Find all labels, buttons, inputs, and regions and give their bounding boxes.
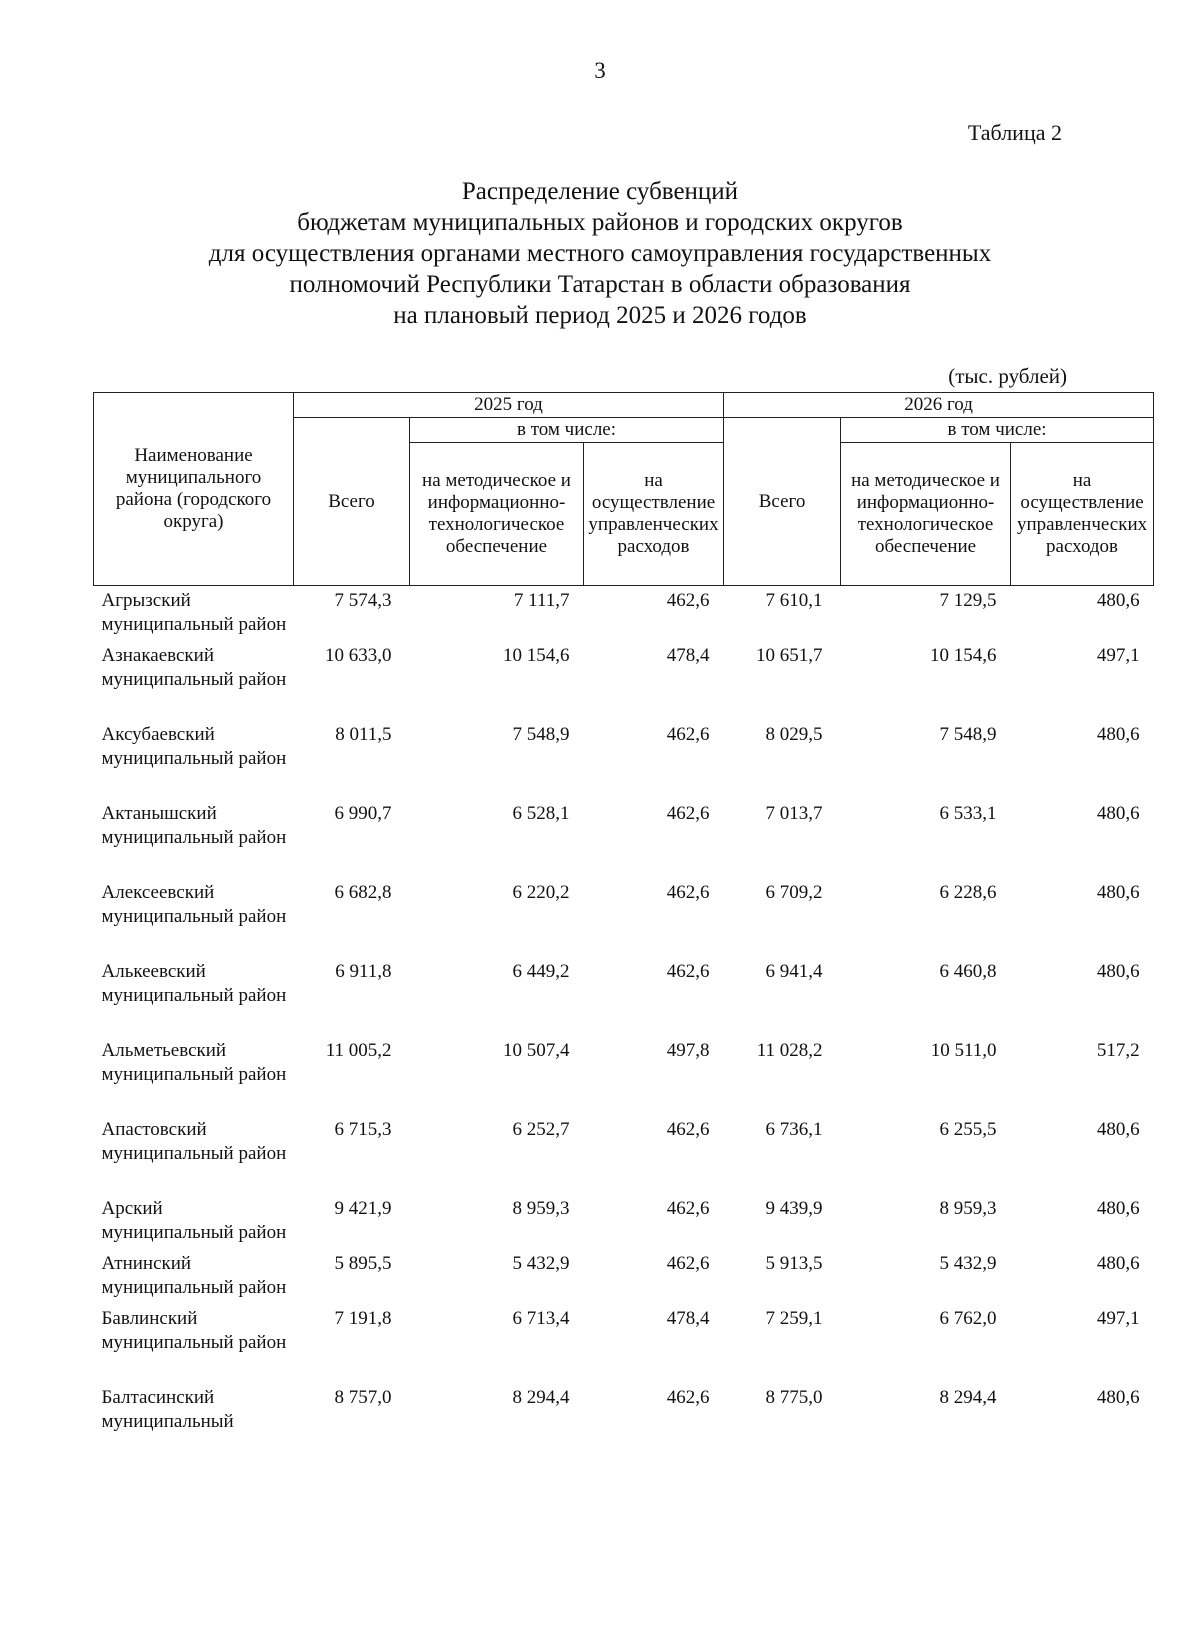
- table-row: [94, 799, 1154, 878]
- total-2026: 7 013,7: [765, 803, 823, 824]
- header-admin-2026: на осуществление управленческих расходов: [1011, 443, 1154, 586]
- title-line: Распределение субвенций: [461, 178, 739, 205]
- header-total-2025: Всего: [294, 418, 410, 586]
- table-body: [94, 586, 1154, 1439]
- district-name: Агрызский муниципальный район: [101, 590, 287, 635]
- district-name: Актанышский муниципальный район: [101, 803, 287, 848]
- district-name: Арский муниципальный район: [101, 1198, 287, 1243]
- total-2025: 5 895,5: [334, 1253, 392, 1274]
- admin-2025: 462,6: [666, 1387, 710, 1408]
- total-2025: 6 682,8: [334, 882, 392, 903]
- admin-2026: 480,6: [1096, 724, 1140, 745]
- total-2026: 8 775,0: [765, 1387, 823, 1408]
- methodical-2026: 6 762,0: [939, 1308, 997, 1329]
- methodical-2026: 10 154,6: [930, 645, 997, 666]
- admin-2025: 462,6: [666, 1253, 710, 1274]
- table-label: Таблица 2: [967, 120, 1062, 145]
- table-row: [94, 957, 1154, 1036]
- admin-2026: 480,6: [1096, 1119, 1140, 1140]
- methodical-2025: 7 548,9: [512, 724, 570, 745]
- document-title: [100, 176, 1100, 331]
- methodical-2026: 8 294,4: [939, 1387, 997, 1408]
- methodical-2025: 8 294,4: [512, 1387, 570, 1408]
- district-name: Атнинский муниципальный район: [101, 1253, 287, 1298]
- header-name-column: Наименование муниципального района (городского округа): [94, 393, 294, 586]
- methodical-2025: 10 507,4: [503, 1040, 570, 1061]
- district-name: Апастовский муниципальный район: [101, 1119, 287, 1164]
- header-year-2025: 2025 год: [294, 393, 724, 418]
- district-name: Бавлинский муниципальный район: [101, 1308, 287, 1353]
- header-total-2026: Всего: [724, 418, 841, 586]
- total-2025: 7 191,8: [334, 1308, 392, 1329]
- methodical-2025: 6 528,1: [512, 803, 570, 824]
- admin-2026: 480,6: [1096, 1253, 1140, 1274]
- admin-2025: 462,6: [666, 590, 710, 611]
- admin-2025: 478,4: [666, 1308, 710, 1329]
- admin-2026: 517,2: [1096, 1040, 1140, 1061]
- table-row: [94, 1304, 1154, 1383]
- methodical-2026: 8 959,3: [939, 1198, 997, 1219]
- total-2026: 6 941,4: [765, 961, 823, 982]
- methodical-2025: 8 959,3: [512, 1198, 570, 1219]
- table-row: [94, 878, 1154, 957]
- admin-2025: 462,6: [666, 1198, 710, 1219]
- total-2025: 11 005,2: [325, 1040, 392, 1061]
- page-number: 3: [594, 58, 606, 83]
- admin-2025: 478,4: [666, 645, 710, 666]
- admin-2026: 480,6: [1096, 590, 1140, 611]
- header-admin-2025: на осуществление управленческих расходов: [584, 443, 724, 586]
- methodical-2025: 6 252,7: [512, 1119, 570, 1140]
- methodical-2026: 10 511,0: [930, 1040, 997, 1061]
- table-row: [94, 720, 1154, 799]
- methodical-2026: 5 432,9: [939, 1253, 997, 1274]
- total-2026: 9 439,9: [765, 1198, 823, 1219]
- admin-2025: 462,6: [666, 1119, 710, 1140]
- admin-2026: 497,1: [1096, 645, 1140, 666]
- methodical-2026: 7 548,9: [939, 724, 997, 745]
- district-name: Алькеевский муниципальный район: [101, 961, 287, 1006]
- methodical-2025: 7 111,7: [513, 590, 570, 611]
- methodical-2026: 6 460,8: [939, 961, 997, 982]
- total-2026: 5 913,5: [765, 1253, 823, 1274]
- methodical-2026: 6 533,1: [939, 803, 997, 824]
- title-line: бюджетам муниципальных районов и городских округов: [297, 209, 903, 236]
- header-methodical-2026: на методическое и информационно-технологическое обеспечение: [841, 443, 1011, 586]
- admin-2025: 462,6: [666, 803, 710, 824]
- district-name: Альметьевский муниципальный район: [101, 1040, 287, 1085]
- table-row: [94, 586, 1154, 642]
- admin-2025: 497,8: [666, 1040, 710, 1061]
- admin-2026: 480,6: [1096, 803, 1140, 824]
- admin-2026: 480,6: [1096, 961, 1140, 982]
- title-line: полномочий Республики Татарстан в области образования: [289, 271, 911, 298]
- header-including-2025: в том числе:: [410, 418, 724, 443]
- table-row: [94, 1383, 1154, 1438]
- total-2025: 6 715,3: [334, 1119, 392, 1140]
- admin-2026: 497,1: [1096, 1308, 1140, 1329]
- admin-2026: 480,6: [1096, 1387, 1140, 1408]
- district-name: Аксубаевский муниципальный район: [101, 724, 287, 769]
- admin-2025: 462,6: [666, 882, 710, 903]
- total-2026: 6 736,1: [765, 1119, 823, 1140]
- total-2026: 11 028,2: [756, 1040, 823, 1061]
- total-2025: 6 911,8: [335, 961, 392, 982]
- table-row: [94, 1036, 1154, 1115]
- methodical-2025: 10 154,6: [503, 645, 570, 666]
- total-2026: 6 709,2: [765, 882, 823, 903]
- admin-2026: 480,6: [1096, 1198, 1140, 1219]
- units-label: (тыс. рублей): [948, 364, 1067, 388]
- methodical-2025: 5 432,9: [512, 1253, 570, 1274]
- table-row: [94, 1194, 1154, 1249]
- title-line: на плановый период 2025 и 2026 годов: [393, 302, 807, 329]
- district-name: Балтасинский муниципальный: [101, 1387, 234, 1432]
- methodical-2025: 6 713,4: [512, 1308, 570, 1329]
- admin-2025: 462,6: [666, 961, 710, 982]
- methodical-2026: 7 129,5: [939, 590, 997, 611]
- total-2026: 7 610,1: [765, 590, 823, 611]
- total-2025: 8 757,0: [334, 1387, 392, 1408]
- methodical-2025: 6 449,2: [512, 961, 570, 982]
- total-2026: 10 651,7: [756, 645, 823, 666]
- total-2025: 7 574,3: [334, 590, 392, 611]
- header-including-2026: в том числе:: [841, 418, 1154, 443]
- table-row: [94, 641, 1154, 720]
- methodical-2026: 6 255,5: [939, 1119, 997, 1140]
- total-2025: 8 011,5: [335, 724, 392, 745]
- methodical-2026: 6 228,6: [939, 882, 997, 903]
- title-line: для осуществления органами местного самоуправления государственных: [208, 240, 992, 267]
- district-name: Азнакаевский муниципальный район: [101, 645, 287, 690]
- header-year-2026: 2026 год: [724, 393, 1154, 418]
- table-row: [94, 1115, 1154, 1194]
- total-2026: 7 259,1: [765, 1308, 823, 1329]
- table-header: [94, 393, 1154, 586]
- total-2025: 10 633,0: [325, 645, 392, 666]
- admin-2025: 462,6: [666, 724, 710, 745]
- admin-2026: 480,6: [1096, 882, 1140, 903]
- methodical-2025: 6 220,2: [512, 882, 570, 903]
- subvention-table: [93, 392, 1154, 1438]
- total-2026: 8 029,5: [765, 724, 823, 745]
- total-2025: 9 421,9: [334, 1198, 392, 1219]
- header-methodical-2025: на методическое и информационно-технологическое обеспечение: [410, 443, 584, 586]
- district-name: Алексеевский муниципальный район: [101, 882, 287, 927]
- table-row: [94, 1249, 1154, 1304]
- total-2025: 6 990,7: [334, 803, 392, 824]
